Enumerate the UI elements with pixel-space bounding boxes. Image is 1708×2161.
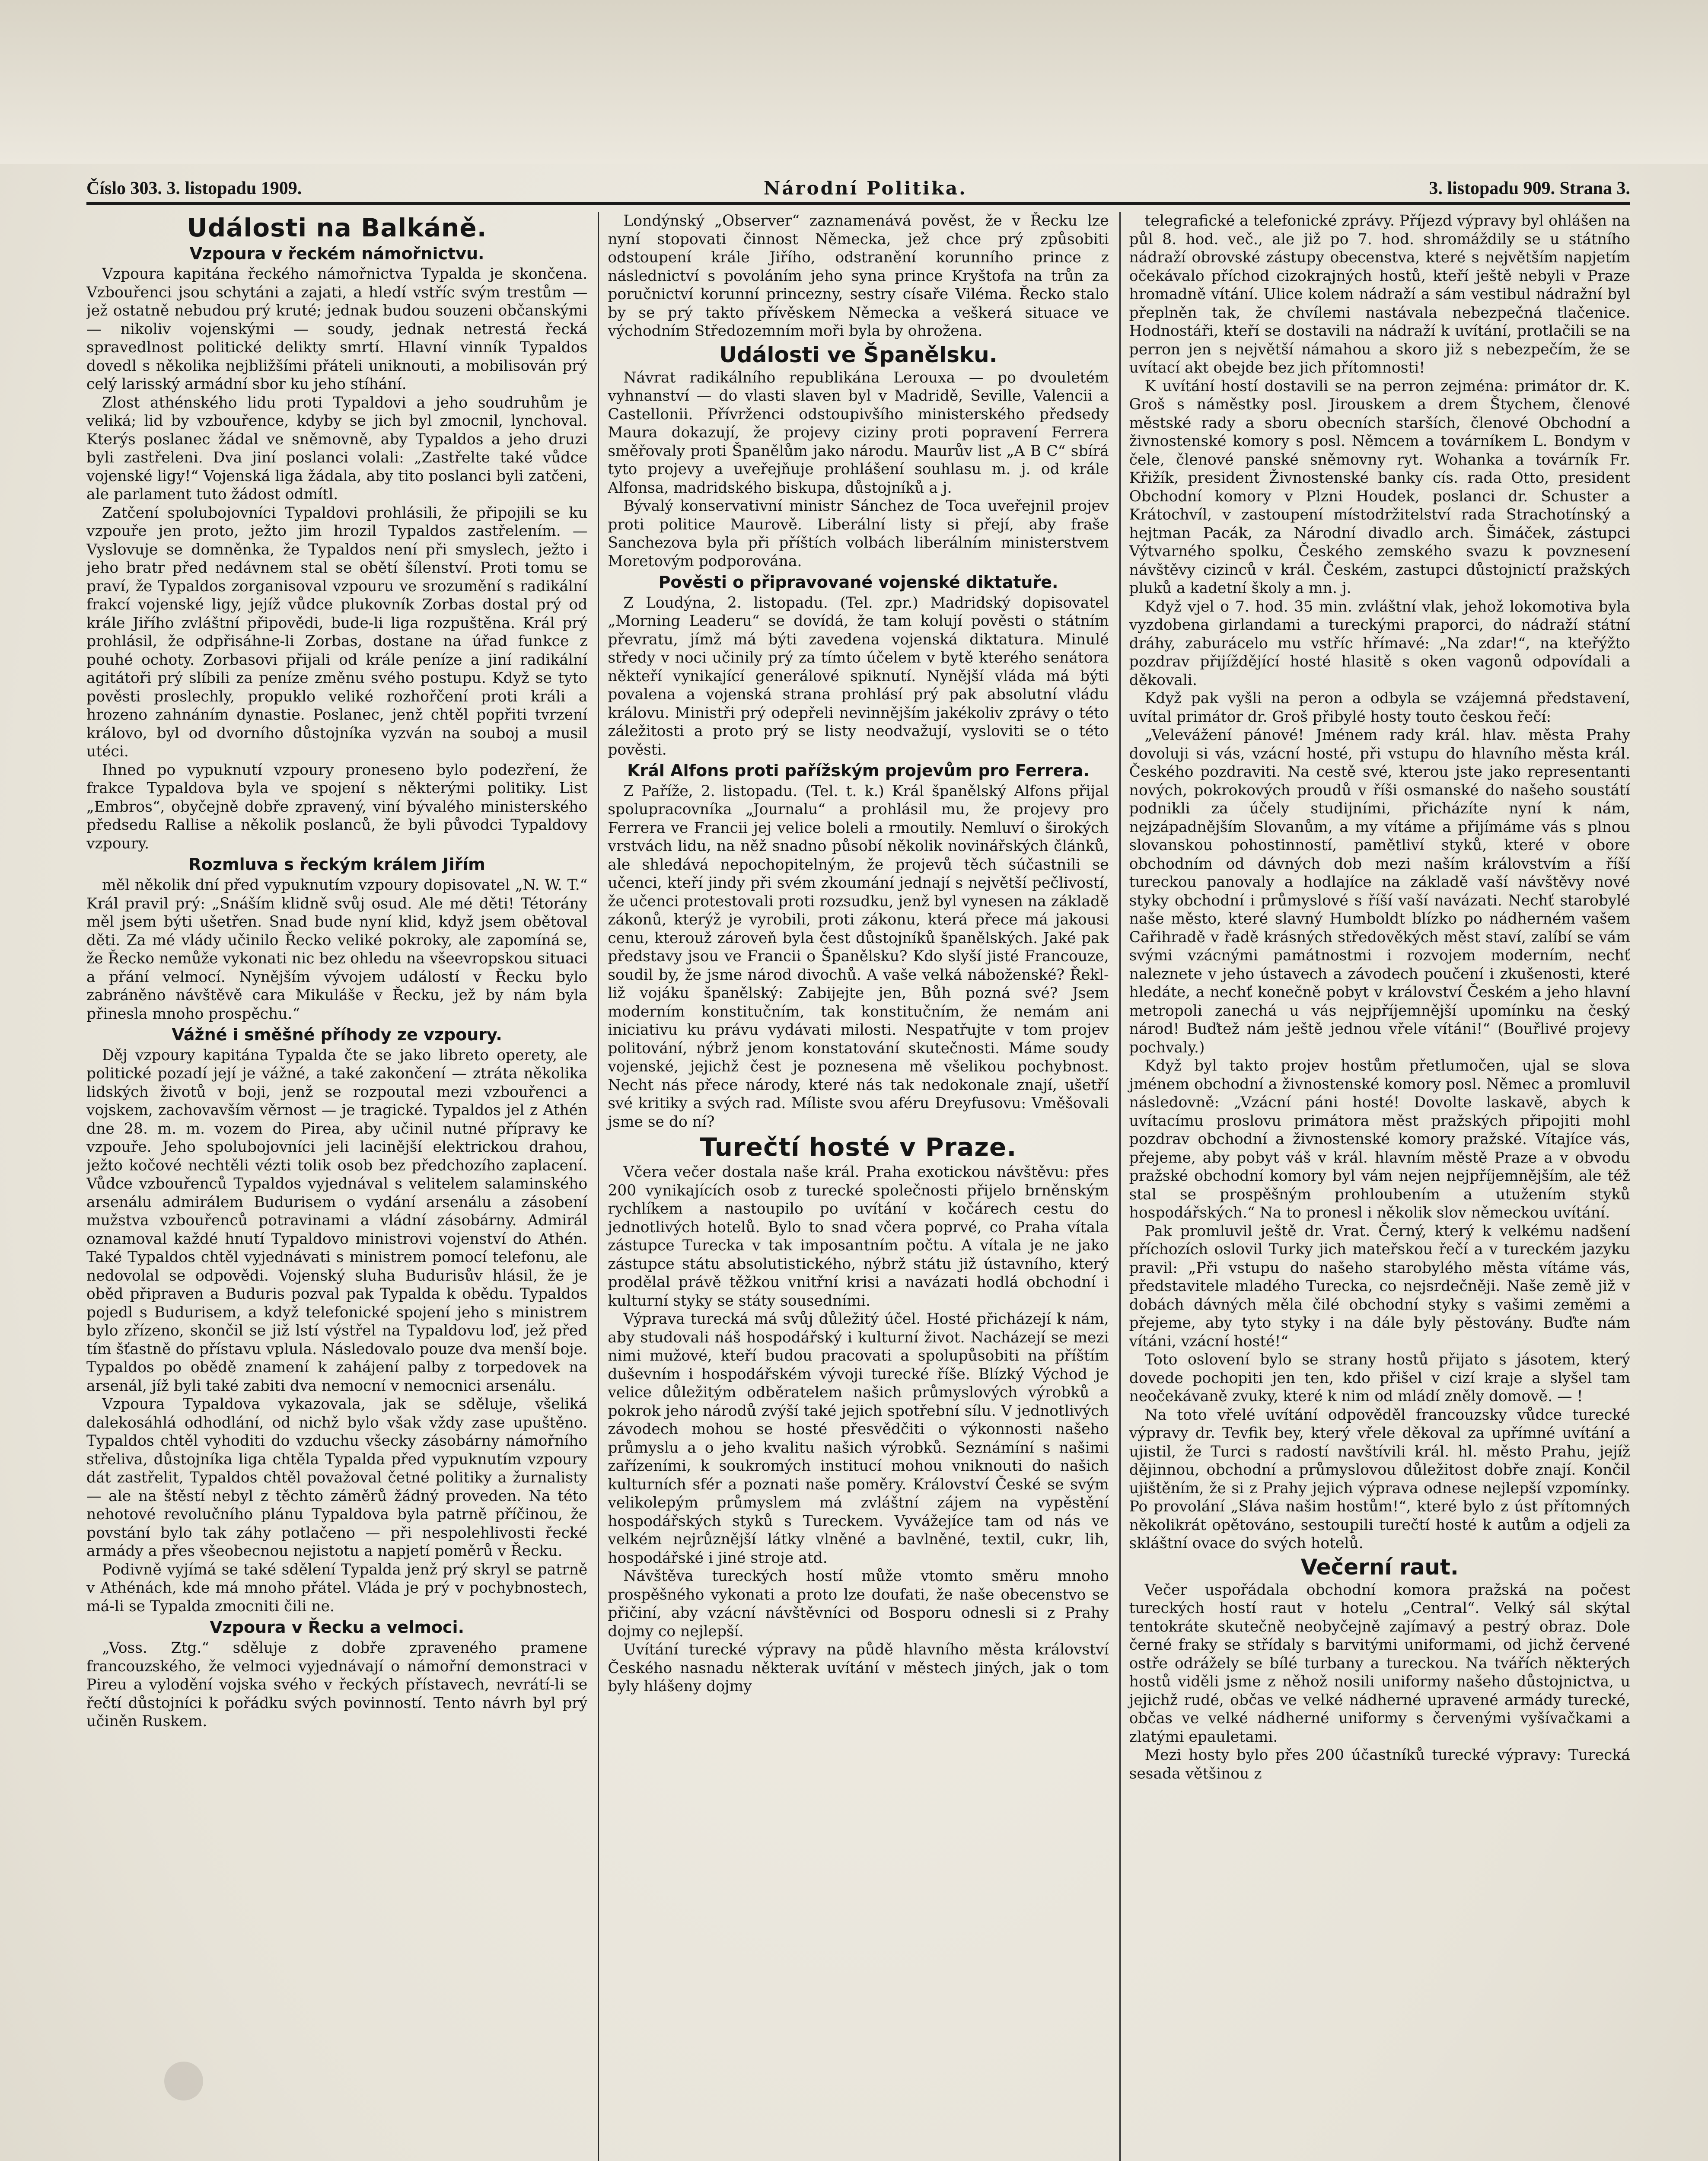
paragraph: Výprava turecká má svůj důležitý účel. Hosté přicházejí k nám, aby studovali náš hospodářský i kulturní život. Nacházejí se mezi nimi mužové, kteří budou pracovati a spolupůsobiti na příštím duševním i hospodářském vývoji turecké říše. Blízký Východ je velice důležitým odběratelem našich průmyslových výrobků a pokrok jeho národů zvýší také jejich spotřební sílu. V jednotlivých závodech mohou se hosté přesvědčiti o výkonnosti našeho průmyslu a o jeho kvalitu našich výrobků. Seznámíní s našimi zařízeními, k soukromých institucí mohou vniknouti do našich kulturních sfér a poznati naše poměry. Království České se svým velikolepým průmyslem má zvláštní zájem na vypěstění hospodářských styků s Tureckem. Vyvážejíce tam od nás ve velkém nejrůznější látky vlněné a bavlněné, textil, cukr, lih, hospodářské i jiné stroje atd. bbox=[608, 1310, 1109, 1567]
paragraph: Návrat radikálního republikána Lerouxa — po dvouletém vyhnanství — do vlasti slaven byl v Madridě, Seville, Valencii a Castellonii. Přívrženci odstoupivšího ministerského předsedy Maura dokazují, že projevy ciziny proti popravení Ferrera směřovaly proti Španělům jako národu. Maurův list „A B C“ sbírá tyto projevy a uveřejňuje prohlášení souhlasu m. j. od krále Alfonsa, madridského biskupa, důstojníků a j. bbox=[608, 369, 1109, 497]
paragraph: Večer uspořádala obchodní komora pražská na počest tureckých hostí raut v hotelu „Central“. Velký sál skýtal tentokráte skutečně neobyčejně zajímavý a pestrý obraz. Dole černé fraky se střídaly s barvitými uniformami, od jichž červené ostře odrážely se bílé turbany a tureckou. Na tvářích některých hostů viděli jsme z něhož nosili uniformy našeho důstojnictva, u jejichž rudé, občas ve velké nádherné upravené armády turecké, občas ve velké nádherné uniformy s červenými vyšívačkami a zlatými epauletami. bbox=[1129, 1581, 1630, 1746]
columns bbox=[86, 212, 1630, 2161]
article-subtitle: Král Alfons proti pařížským projevům pro Ferrera. bbox=[627, 761, 1090, 781]
paragraph: Na toto vřelé uvítání odpověděl francouzsky vůdce turecké výpravy dr. Tevfik bey, který vřele děkoval za upřímné uvítání a ujistil, že Turci s radostí navštívili král. hl. město Prahu, jejíž dějinnou, obchodní a průmyslovou důležitost dobře znají. Končil ujištěním, že si z Prahy jejich výprava odnese nejlepší vzpomínky. Po provolání „Sláva našim hostům!“, které bylo z úst přítomných několikrát opětováno, sestoupili turečtí hosté k autům a odjeli za skláštní ovace do svých hotelů. bbox=[1129, 1406, 1630, 1552]
article-title: Události na Balkáně. bbox=[187, 213, 487, 242]
paragraph: Zatčení spolubojovníci Typaldovi prohlásili, že připojili se ku vzpouře jen proto, ježto jim hrozil Typaldos zastřelením. — Vyslovuje se domněnka, že Typaldos není při smyslech, ježto i jeho bratr před nedávnem stal se obětí šílenství. Proti tomu se praví, že Typaldos zorganisoval vzpouru ve srozumění s radikální frakcí vojenské ligy, jejíž vůdce plukovník Zorbas dostal prý od krále Jiřího zvláštní připovědi, bude-li liga rozpuštěna. Král prý prohlásil, že odpřisáhne-li Zorbas, dostane na úřad funkce z pouhé ochoty. Zorbasovi přijali od krále peníze a jiní radikální agitátoři prý slíbili za peníze změnu svého postupu. Když se tyto pověsti proslechly, propuklo veliké rozhořčení proti králi a hrozeno zahnáním dynastie. Poslanec, jenž chtěl popřiti tvrzení královo, byl od dvorního důstojníka vyzván na souboj a musil utéci. bbox=[86, 504, 588, 761]
paragraph: Děj vzpoury kapitána Typalda čte se jako libreto operety, ale politické pozadí její je vážné, a také zakončení — ztráta několika lidských životů v boji, jenž se rozpoutal mezi vzbouřenci a vojskem, zachovavším věrnost — je tragické. Typaldos jel z Athén dne 28. m. m. vozem do Pirea, aby učinil nutné přípravy ke vzpouře. Jeho spolubojovníci jeli lacinější elektrickou drahou, ježto kočové nechtěli vézti tolik osob bez předchozího zaplacení. Vůdce vzbouřenců Typaldos vyjednával s velitelem salaminského arsenálu admirálem Budurisem o vydání arsenálu a zásobení mužstva vzbouřenců potravinami a vládní zásobárny. Admirál oznamoval každé hnutí Typaldovo ministrovi vojenství do Athén. Také Typaldos chtěl vyjednávati s ministrem pomocí telefonu, ale nedovolal se odpovědi. Vojenský sluha Budurisův hlásil, že je oběd připraven a Buduris pozval pak Typalda k obědu. Typaldos pojedl s Budurisem, a když telefonické spojení jeho s ministrem bylo zřízeno, skončil se již lstí výstřel na Typaldovu loď, jež před tím šťastně do přístavu vplula. Následovalo pouze dva menší boje. Typaldos po obědě znamení k zahájení palby z torpedovek na arsenál, jíž byli také zabiti dva nemocní v nemocnici arsenálu. bbox=[86, 1046, 588, 1395]
paragraph: Když vjel o 7. hod. 35 min. zvláštní vlak, jehož lokomotiva byla vyzdobena girlandami a tureckými praporci, do nádraží státní dráhy, zaburácelo mu vstříc hřímavé: „Na zdar!“, na kteřýžto pozdrav přijíždějící hosté hlasitě s oken vagonů odpovídali a děkovali. bbox=[1129, 598, 1630, 689]
paragraph: telegrafické a telefonické zprávy. Příjezd výpravy byl ohlášen na půl 8. hod. več., ale již po 7. hod. shromáždily se u státního nádraží obrovské zástupy obecenstva, které s největším napjetím očekávalo příchod cizokrajných hostů, kteří ještě nebyli v Praze hromadně vítání. Ulice kolem nádraží a sám vestibul nádražní byl přeplněn tak, že chvílemi nastávala nebezpečná tlačenice. Hodnostáři, kteří se dostavili na nádraží k uvítání, protlačili se na perron jen s největší námahou a skoro již s nebezpečím, že se uvítací akt obejde bez jich přítomnosti! bbox=[1129, 212, 1630, 376]
paragraph: Londýnský „Observer“ zaznamenává pověst, že v Řecku lze nyní stopovati činnost Německa, jež chce prý způsobiti odstoupení krále Jiřího, odstranění korunního prince z následnictví s povoláním jeho syna prince Kryštofa na trůn za poručnictví korunní princezny, sestry císaře Viléma. Řecko stalo by se prý takto přívěskem Německa a veškerá situace ve východním Středozemním moři byla by ohrožena. bbox=[608, 212, 1109, 340]
scan-smudge bbox=[0, 0, 1708, 164]
paragraph: „Voss. Ztg.“ sděluje z dobře zpraveného pramene francouzského, že velmoci vyjednávají o námořní demonstraci v Pireu a vylodění vojska svého v řeckých přístavech, nevrátí-li se řečtí důstojníci k pořádku svých povinností. Tento návrh byl prý učiněn Ruskem. bbox=[86, 1639, 588, 1731]
paragraph: Vzpoura kapitána řeckého námořnictva Typalda je skončena. Vzbouřenci jsou schytáni a zajati, a hledí vstříc svým trestům — jež ostatně nebudou prý kruté; jednak budou souzeni občanskými — nikoliv vojenskými — soudy, jednak netrestá řecká spravedlnost politické delikty smrtí. Hlavní vinník Typaldos dovedl s několika nejbližšími přáteli uniknouti, a mobilisován prý celý larisský armádní sbor ku jeho stíhání. bbox=[86, 265, 588, 393]
article-title: Události ve Španělsku. bbox=[719, 342, 997, 367]
header-rule bbox=[86, 202, 1630, 205]
paragraph: Z Paříže, 2. listopadu. (Tel. t. k.) Král španělský Alfons přijal spolupracovníka „Journalu“ a prohlásil mu, že projevy pro Ferrera ve Francii jej velice boleli a rmoutily. Nemluví o širokých vrstvách lidu, na něž snadno působí několik novinářských článků, ale shledává nepochopitelným, že projevů těch súčastnili se učenci, kteří jindy při svém zkoumání jednají s největší pečlivostí, že učenci protestovali proti rozsudku, jenž byl vynesen na základě zákonů, kterýž je vyrobili, proti zákonu, která přece má jakousi cenu, kterouž zároveň byla čest důstojníků španělských. Jaké pak představy jsou ve Francii o Španělsku? Kdo slyší jisté Francouze, soudil by, že jsme národ divochů. A vaše velká náboženské? Řekl-liž vojáku španělský: Zabijejte jen, Bůh pozná své? Jsem moderním konstitučním, tak konstitučním, že nemám ani iniciativu ku právu vydávati milosti. Nespatřujte v tom projev politování, nýbrž jenom konstatování skutečnosti. Máme soudy vojenské, jejichž čest je poznesena mě všelikou pochybnost. Necht nás přece národy, které nás tak nedokonale znají, ušetří své kritiky a svých rad. Míliste svou aféru Dreyfusovu: Vměšovali jsme se do ní? bbox=[608, 782, 1109, 1131]
paragraph: Toto oslovení bylo se strany hostů přijato s jásotem, který dovede pochopiti jen ten, kdo přišel v cizí kraje a slyšel tam neočekávaně zvuky, které k nim od mládí zněly domově. — ! bbox=[1129, 1351, 1630, 1405]
paragraph: Uvítání turecké výpravy na půdě hlavního města království Českého nasnadu některak uvítání v městech jiných, jak o tom byly hlášeny dojmy bbox=[608, 1641, 1109, 1696]
paragraph: Když byl takto projev hostům přetlumočen, ujal se slova jménem obchodní a živnostenské komory posl. Němec a promluvil následovně: „Vzácní páni hosté! Dovolte laskavě, abych k uvítacímu proslovu primátora měst pražských připojiti mohl pozdrav obchodní a živnostenské komory pražské. Vítajíce vás, přejeme, aby pobyt váš v král. hlavním městě Praze a v obvodu pražské obchodní komory byl vám nejen nejpříjemnějším, ale též stal se prospěšným prohloubením a utužením styků hospodářských.“ Na to pronesl i několik slov německou uvítání. bbox=[1129, 1057, 1630, 1221]
issue-number: Číslo 303. 3. listopadu 1909. bbox=[86, 178, 302, 198]
column-2 bbox=[598, 212, 1109, 2161]
paragraph: Pak promluvil ještě dr. Vrat. Černý, který k velkému nadšení příchozích oslovil Turky jich mateřskou řečí a v tureckém jazyku pravil: „Při vstupu do našeho starobylého města vítáme vás, představitele mladého Turecka, co nejsrdečněji. Naše země již v dobách dávných měla čilé obchodní styky s vašimi zeměmi a přejeme, aby tyto styky i na dále byly pěstovány. Buďte nám vítáni, vzácní hosté!“ bbox=[1129, 1222, 1630, 1350]
article-title: Večerní raut. bbox=[1300, 1554, 1459, 1580]
column-1 bbox=[86, 212, 587, 2161]
page-header bbox=[86, 173, 1630, 199]
paragraph: Z Loudýna, 2. listopadu. (Tel. zpr.) Madridský dopisovatel „Morning Leaderu“ se dovídá, že tam kolují pověsti o státním převratu, jímž má býti zavedena vojenská diktatura. Minulé středy v noci učinily prý za tímto účelem v bytě kterého senátora někteří vynikající generálové spiknutí. Nynější vláda má býti povalena a vojenská strana prohlásí prý pak absolutní vládu královu. Ministři prý odepřeli nevinnějším jakékoliv zprávy o této záležitosti a proto prý se listy neodvažují, vysloviti se o této pověsti. bbox=[608, 594, 1109, 759]
page-number: 3. listopadu 909. Strana 3. bbox=[1429, 178, 1630, 198]
paragraph: Když pak vyšli na peron a odbyla se vzájemná představení, uvítal primátor dr. Groš přibylé hosty touto českou řečí: bbox=[1129, 690, 1630, 726]
paragraph: Ihned po vypuknutí vzpoury proneseno bylo podezření, že frakce Typaldova byla ve spojení s některými politiky. List „Embros“, obyčejně dobře zpravený, viní bývalého ministerského předsedu Rallise a několik poslanců, že byli původci Typaldovy vzpoury. bbox=[86, 761, 588, 852]
article-subtitle: Rozmluva s řeckým králem Jiřím bbox=[188, 855, 485, 874]
article-subtitle: Vzpoura v řeckém námořnictvu. bbox=[189, 244, 484, 263]
article-subtitle: Pověsti o připravované vojenské diktatuře. bbox=[658, 573, 1058, 592]
paragraph: K uvítání hostí dostavili se na perron zejména: primátor dr. K. Groš s náměstky posl. Jirouskem a drem Štychem, členové městské rady a sboru obecních starších, členové Obchodní a živnostenské komory s posl. Němcem a továrníkem L. Bondym v čele, členové panské sněmovny ryt. Wohanka a továrník Fr. Křižík, president Živnostenské banky cís. rada Otto, president Obchodní komory v Plzni Houdek, poslanci dr. Schuster a Krátochvíl, v zastoupení místodržitelství rada Strachotínský a hejtman Pacák, za Národní divadlo arch. Šimáček, zástupci Výtvarného spolku, Českého zemského svazu k povznesení návštěvy cizinců v král. Českém, zastupci důstojnictí pražských pluků a kadetní školy a mn. j. bbox=[1129, 377, 1630, 597]
article-subtitle: Vzpoura v Řecku a velmoci. bbox=[210, 1618, 465, 1637]
paragraph: Včera večer dostala naše král. Praha exotickou návštěvu: přes 200 vynikajících osob z turecké společnosti přijelo brněnským rychlíkem a nastoupilo po uvítání v kočárech cestu do jednotlivých hotelů. Bylo to snad včera poprvé, co Praha vítala zástupce Turecka v tak imposantním počtu. A vítala je ne jako zástupce státu absolutistického, nýbrž státu již ústavního, který prodělal právě těžkou vnitřní krisi a navázati hodlá obchodní i kulturní styky se státy sousedními. bbox=[608, 1163, 1109, 1310]
paragraph: Bývalý konservativní ministr Sánchez de Toca uveřejnil projev proti politice Maurově. Liberální listy si přejí, aby fraše Sanchezova byla při příštích volbách liberálním ministerstvem Moretovým podporována. bbox=[608, 497, 1109, 570]
column-3 bbox=[1119, 212, 1630, 2161]
paragraph: Zlost athénského lidu proti Typaldovi a jeho soudruhům je veliká; lid by vzbouřence, kdyby se jich byl zmocnil, lynchoval. Kterýs poslanec žádal ve sněmovně, aby Typaldos a jeho druzi byli zastřeleni. Dva jiní poslanci volali: „Zastřelte také vůdce vojenské ligy!“ Vojenská liga žádala, aby tito poslanci byli zatčeni, ale parlament tuto žádost odmítl. bbox=[86, 394, 588, 504]
article-title: Turečtí hosté v Praze. bbox=[700, 1132, 1017, 1162]
paragraph: „Velevážení pánové! Jménem rady král. hlav. města Prahy dovoluji si vás, vzácní hosté, při vstupu do hlavního města král. Českého pozdraviti. Na cestě své, kterou jste jako representanti nových, pokrokových proudů v říši osmanské do našeho soustátí podnikli za účely studijními, přicházíte nyní k nám, nejzápadnějším Slovanům, a my vítáme a přijímáme vás s plnou slovanskou pohostinností, pamětliví styků, které v obore obchodním od dávných dob mezi naším královstvím a říší tureckou panovaly a hodlajíce na základě vaší návštěvy nové styky obchodní i průmyslové s říší vaší navázati. Nechť starobylé naše město, které slavný Humboldt blízko po nádherném vašem Cařihradě v řadě krásných středověkých měst staví, zalíbí se vám svými vzácnými památnostmi i rozvojem moderním, nechť naleznete v jeho ústavech a závodech poučení i zkušenosti, které hledáte, a nechť konečně pobyt v království Českém a jeho hlavní metropoli zanechá u vás nejpříjemnější upomínku na český národ! Buďtež nám ještě jednou vřele vítáni!“ (Bouřlivé projevy pochvaly.) bbox=[1129, 727, 1630, 1056]
paragraph: Mezi hosty bylo přes 200 účastníků turecké výpravy: Turecká sesada většinou z bbox=[1129, 1747, 1630, 1782]
article-subtitle: Vážné i směšné příhody ze vzpoury. bbox=[172, 1025, 502, 1045]
paragraph: Návštěva tureckých hostí může vtomto směru mnoho prospěšného vykonati a proto lze doufati, že naše obecenstvo se přičiní, aby vzácní návštěvníci od Bosporu odnesli si z Prahy dojmy co nejlepší. bbox=[608, 1568, 1109, 1640]
masthead: Národní Politika. bbox=[763, 178, 967, 199]
paragraph: měl několik dní před vypuknutím vzpoury dopisovatel „N. W. T.“ Král pravil prý: „Snáším klidně svůj osud. Ale mé děti! Tétorány měl jsem býti ušetřen. Snad bude nyní klid, když jsem obětoval děti. Za mé vlády učinilo Řecko veliké pokroky, ale zapomíná se, že Řecko nemůže vykonati nic bez ohledu na všeevropskou situaci a přání velmocí. Nynějším vývojem událostí v Řecku bylo zabráněno návštěvě cara Mikuláše v Řecku, jež by nám byla přinesla mnoho prospěchu.“ bbox=[86, 877, 588, 1023]
paragraph: Podivně vyjímá se také sdělení Typalda jenž prý skryl se patrně v Athénách, kde má mnoho přátel. Vláda je prý v pochybnostech, má-li se Typalda zmocniti čili ne. bbox=[86, 1561, 588, 1615]
paragraph: Vzpoura Typaldova vykazovala, jak se sděluje, všeliká dalekosáhlá odhodlání, od nichž bylo však vždy zase upuštěno. Typaldos chtěl vyhoditi do vzduchu všecky zásobárny námořního střeliva, důstojníka liga chtěla Typalda před vypuknutím vzpoury dát zastřelit, Typaldos chtěl považoval četné politiky a žurnalisty — ale na štěstí nebyl z těchto záměrů žádný proveden. Na této nehotové revolučního plánu Typaldova byla patrně příčinou, že povstání bylo tak záhy potlačeno — při nespolehlivosti řecké armády a přes všeobecnou nejistotu a napjetí poměrů v Řecku. bbox=[86, 1396, 588, 1560]
